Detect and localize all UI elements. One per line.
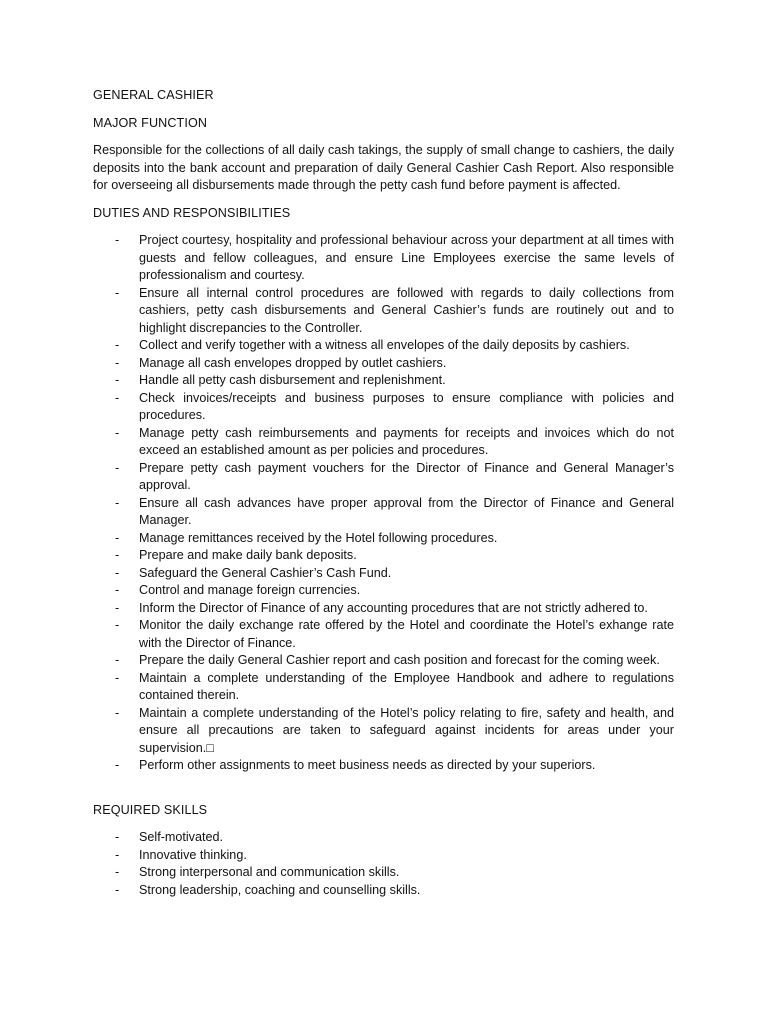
list-dash: - xyxy=(115,882,120,897)
list-dash: - xyxy=(115,847,120,862)
duty-text: Safeguard the General Cashier’s Cash Fund. xyxy=(139,565,392,580)
duties-heading: DUTIES AND RESPONSIBILITIES xyxy=(93,205,291,220)
list-dash: - xyxy=(115,548,120,562)
duty-item xyxy=(93,232,674,285)
duty-item xyxy=(93,460,674,495)
list-dash: - xyxy=(115,618,120,632)
skill-item xyxy=(93,882,674,900)
list-dash: - xyxy=(115,830,120,844)
skill-text: Self-motivated. xyxy=(139,830,223,844)
skill-item xyxy=(93,829,674,847)
duty-text: Prepare and make daily bank deposits. xyxy=(139,548,357,562)
list-dash: - xyxy=(115,390,120,405)
list-dash: - xyxy=(115,530,120,545)
duty-text: Project courtesy, hospitality and professional behaviour across your department at all times with guests and fellow colleagues, and ensure Line Employees exercise the same levels of professionalism and courtesy. xyxy=(139,233,674,282)
duty-item xyxy=(93,495,674,530)
duty-text: Ensure all cash advances have proper approval from the Director of Finance and General Manager. xyxy=(139,495,674,527)
duty-item xyxy=(93,355,674,373)
document-title: GENERAL CASHIER xyxy=(93,88,214,102)
duty-text: Maintain a complete understanding of the Hotel’s policy relating to fire, safety and health, and ensure all precautions are taken to safeguard against incidents for areas under your supervision.□ xyxy=(139,705,674,755)
duty-item xyxy=(93,757,674,775)
duty-item xyxy=(93,565,674,583)
duty-text: Check invoices/receipts and business purposes to ensure compliance with policies and procedures. xyxy=(139,390,674,422)
list-dash: - xyxy=(115,425,120,440)
list-dash: - xyxy=(115,338,120,352)
skill-text: Strong leadership, coaching and counselling skills. xyxy=(139,882,421,897)
major-function-heading: MAJOR FUNCTION xyxy=(93,115,208,130)
list-dash: - xyxy=(115,233,120,247)
skills-heading: REQUIRED SKILLS xyxy=(93,802,208,817)
list-dash: - xyxy=(115,670,120,685)
list-dash: - xyxy=(115,758,120,772)
duty-item xyxy=(93,670,674,705)
duty-item xyxy=(93,547,674,565)
duty-text: Inform the Director of Finance of any accounting procedures that are not strictly adhered to. xyxy=(139,600,648,615)
skill-item xyxy=(93,847,674,865)
duty-text: Handle all petty cash disbursement and replenishment. xyxy=(139,373,446,387)
major-function-paragraph: Responsible for the collections of all daily cash takings, the supply of small change to cashiers, the daily deposits into the bank account and preparation of daily General Cashier Cash Report. Also responsible for overseeing all disbursements made through the petty cash fund before payment is affected. xyxy=(93,143,674,192)
duty-item xyxy=(93,652,674,670)
duty-item xyxy=(93,390,674,425)
skill-text: Innovative thinking. xyxy=(139,847,247,862)
skill-text: Strong interpersonal and communication skills. xyxy=(139,865,400,879)
duty-text: Control and manage foreign currencies. xyxy=(139,583,361,597)
skill-item xyxy=(93,864,674,882)
list-dash: - xyxy=(115,460,120,475)
duty-text: Manage all cash envelopes dropped by outlet cashiers. xyxy=(139,355,447,370)
duty-text: Prepare the daily General Cashier report and cash position and forecast for the coming week. xyxy=(139,653,660,667)
list-dash: - xyxy=(115,600,120,615)
list-dash: - xyxy=(115,373,120,387)
list-dash: - xyxy=(115,865,120,879)
duty-item xyxy=(93,337,674,355)
list-dash: - xyxy=(115,355,120,370)
duty-item xyxy=(93,705,674,758)
duty-item xyxy=(93,600,674,618)
list-dash: - xyxy=(115,705,120,720)
list-dash: - xyxy=(115,583,120,597)
duty-text: Manage petty cash reimbursements and payments for receipts and invoices which do not exceed an established amount as per policies and procedures. xyxy=(139,425,674,457)
list-dash: - xyxy=(115,653,120,667)
list-dash: - xyxy=(115,495,120,510)
duty-text: Monitor the daily exchange rate offered by the Hotel and coordinate the Hotel’s exhange rate with the Director of Finance. xyxy=(139,618,674,650)
duty-text: Manage remittances received by the Hotel following procedures. xyxy=(139,530,498,545)
duty-text: Ensure all internal control procedures are followed with regards to daily collections from cashiers, petty cash disbursements and General Cashier’s funds are routinely out and to highlight discrepancies to the Controller. xyxy=(139,285,674,335)
duty-item xyxy=(93,372,674,390)
duty-item xyxy=(93,425,674,460)
list-dash: - xyxy=(115,565,120,580)
duty-text: Maintain a complete understanding of the Employee Handbook and adhere to regulations contained therein. xyxy=(139,670,674,702)
duty-text: Collect and verify together with a witness all envelopes of the daily deposits by cashiers. xyxy=(139,338,630,352)
duty-text: Prepare petty cash payment vouchers for the Director of Finance and General Manager’s approval. xyxy=(139,460,674,492)
duty-item xyxy=(93,285,674,338)
duties-list xyxy=(93,232,674,775)
duty-item xyxy=(93,582,674,600)
duty-text: Perform other assignments to meet business needs as directed by your superiors. xyxy=(139,758,596,772)
duty-item xyxy=(93,530,674,548)
skills-list xyxy=(93,829,674,899)
duty-item xyxy=(93,617,674,652)
list-dash: - xyxy=(115,285,120,300)
